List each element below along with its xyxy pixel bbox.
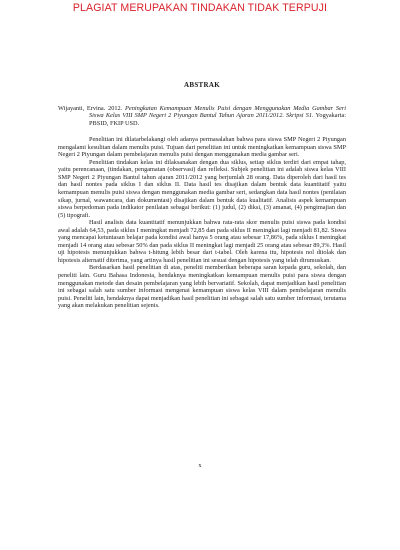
page-number: x: [198, 462, 202, 469]
abstract-paragraph-method: Penelitian tindakan kelas ini dilaksanakan dengan dua siklus, setiap siklus terdiri dari empat tahap, yaitu perencanaan, (tindakan, pengamatan (observasi) dan refleksi. Subjek penelitian ini adalah siswa kelas VIII SMP Negeri 2 Piyungan Bantul tahun ajaran 2011/2012 yang berjumlah 28 orang. Data diperoleh dari hasil tes dan hasil nontes pada siklus I dan siklus II. Data hasil tes disajikan dalam bentuk data kuantitatif yaitu kemampuan menulis puisi siswa dengan menggunakan media gambar seri, sedangkan data hasil nontes (penilaian sikap, jurnal, wawancara, dan dokumentasi) disajikan dalam bentuk data kualitatif. Analisis aspek kemampuan siswa berpedoman pada indikator penilaian sebagai berikut: (1) judul, (2) diksi, (3) amanat, (4) pengimajian dan (5) tipografi.: [58, 158, 346, 219]
citation-publisher: Yogyakarta: PBSID, FKIP USD.: [89, 112, 346, 127]
abstract-paragraph-background: Penelitian ini dilatarbelakangi oleh adanya permasalahan bahwa para siswa SMP Negeri 2 Piyungan mengalami kesulitan dalam menulis puisi. Tujuan dari penelitian ini untuk meningkatkan kemampuan siswa SMP Negeri 2 Piyungan dalam pembelajaran menulis puisi dengan menggunakan media gambar seri.: [58, 136, 346, 159]
abstract-title: ABSTRAK: [184, 81, 220, 89]
abstract-paragraph-results: Hasil analisis data kuantitatif menunjukkan bahwa rata-rata skor menulis puisi siswa pada kondisi awal adalah 64,53, pada siklus I meningkat menjadi 72,85 dan pada siklus II meningkat lagi menjadi 81,82. Siswa yang mencapai ketuntasan belajar pada kondisi awal hanya 5 orang atau sebesar 17,86%, pada siklus I meningkat menjadi 14 orang atau sebesar 50% dan pada siklus II meningkat lagi menjadi 25 orang atau sebesar 89,3%. Hasil uji hipotesis menunjukkan bahwa t-hitung lebih besar dari t-tabel. Oleh karena itu, hipotesis nol ditolak dan hipotesis alternatif diterima, yang artinya hasil penelitian ini sesuai dengan hipotesis yang telah dirumuskan.: [58, 219, 346, 264]
plagiarism-warning-banner: PLAGIAT MERUPAKAN TINDAKAN TIDAK TERPUJI: [72, 2, 328, 14]
abstract-paragraph-suggestions: Berdasarkan hasil penelitian di atas, peneliti memberikan beberapa saran kepada guru, sekolah, dan peneliti lain. Guru Bahasa Indonesia, hendaknya meningkatkan kemampuan menulis puisi para siswa dengan menggunakan metode dan desain pembelajaran yang lebih bervariatif. Sekolah, dapat menjadikan hasil penelitian ini sebagai salah satu sumber informasi mengenai kemampuan siswa kelas VIII dalam pembelajaran menulis puisi. Peneliti lain, hendaknya dapat menjadikan hasil penelitian ini sebagai salah satu sumber informasi, terutama yang akan melakukan penelitian sejenis.: [58, 264, 347, 310]
citation: [58, 105, 346, 128]
citation-title: Peningkatan Kemampuan Menulis Puisi dengan Menggunakan Media Gambar Seri Siswa Kelas VIII SMP Negeri 2 Piyungan Bantul Tahun Ajaran 2011/2012. Skripsi S1.: [89, 104, 347, 120]
abstract-page: [58, 60, 346, 310]
citation-author-year: Wijayanti, Ervina. 2012.: [58, 104, 123, 112]
